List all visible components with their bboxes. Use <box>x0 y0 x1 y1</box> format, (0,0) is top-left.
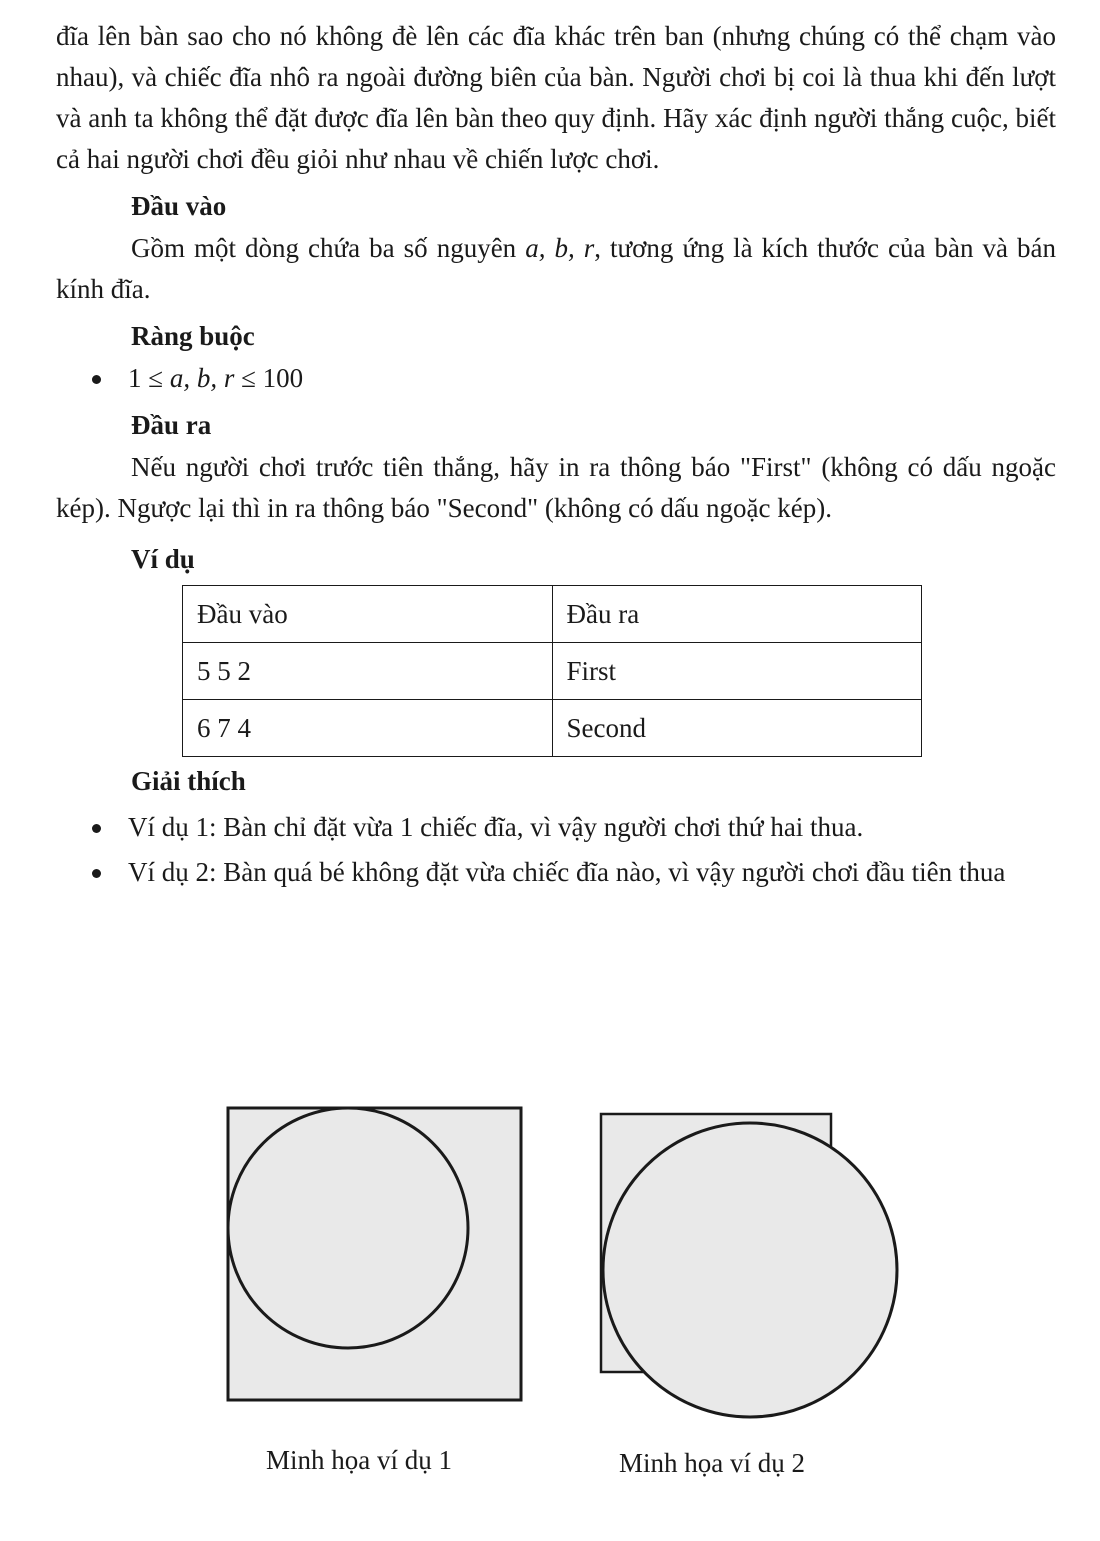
explanation-item <box>56 807 1056 848</box>
table-cell-output: First <box>552 643 922 700</box>
bullet-icon <box>92 375 101 384</box>
document-page <box>56 16 1056 893</box>
figure-caption-2: Minh họa ví dụ 2 <box>619 1448 805 1478</box>
constraint-suffix: ≤ 100 <box>234 363 304 393</box>
illustration-example-1 <box>228 1108 521 1400</box>
table-header-row <box>183 586 922 643</box>
table-square-1 <box>228 1108 521 1400</box>
table-cell-input: 6 7 4 <box>183 700 553 757</box>
table-row <box>183 700 922 757</box>
table-rect-2 <box>601 1114 831 1372</box>
disc-circle-1 <box>228 1108 468 1348</box>
example-heading: Ví dụ <box>131 544 195 574</box>
table-header-input: Đầu vào <box>183 586 553 643</box>
figure-caption-1: Minh họa ví dụ 1 <box>266 1445 452 1475</box>
explanation-text: Ví dụ 1: Bàn chỉ đặt vừa 1 chiếc đĩa, vì vậy người chơi thứ hai thua. <box>128 812 864 842</box>
explanation-text: Ví dụ 2: Bàn quá bé không đặt vừa chiếc đĩa nào, vì vậy người chơi đầu tiên thua <box>128 857 1006 887</box>
table-header-output: Đầu ra <box>552 586 922 643</box>
table-row <box>183 643 922 700</box>
constraint-prefix: 1 ≤ <box>128 363 170 393</box>
output-paragraph: Nếu người chơi trước tiên thắng, hãy in ra thông báo "First" (không có dấu ngoặc kép). Ngược lại thì in ra thông báo "Second" (không có dấu ngoặc kép). <box>56 452 1056 523</box>
constraints-heading: Ràng buộc <box>131 321 255 351</box>
explanation-heading: Giải thích <box>131 766 246 796</box>
input-heading: Đầu vào <box>131 191 227 221</box>
intro-paragraph: đĩa lên bàn sao cho nó không đè lên các đĩa khác trên ban (nhưng chúng có thể chạm vào nhau), và chiếc đĩa nhô ra ngoài đường biên của bàn. Người chơi bị coi là thua khi đến lượt và anh ta không thể đặt được đĩa lên bàn theo quy định. Hãy xác định người thắng cuộc, biết cả hai người chơi đều giỏi như nhau về chiến lược chơi. <box>56 21 1056 174</box>
input-text-after: , tương ứng là kích thước của bàn và bán kính đĩa. <box>56 233 1056 304</box>
example-table <box>182 585 922 757</box>
illustration-example-2 <box>601 1114 897 1417</box>
input-text-before: Gồm một dòng chứa ba số nguyên <box>131 233 526 263</box>
constraint-item <box>56 358 1056 399</box>
table-cell-input: 5 5 2 <box>183 643 553 700</box>
input-paragraph <box>56 228 1056 310</box>
output-heading: Đầu ra <box>131 410 212 440</box>
explanation-item <box>56 852 1056 893</box>
table-cell-output: Second <box>552 700 922 757</box>
disc-circle-2 <box>603 1123 897 1417</box>
bullet-icon <box>92 824 101 833</box>
constraint-vars: a, b, r <box>169 363 235 393</box>
bullet-icon <box>92 869 101 878</box>
input-vars: a, b, r <box>525 233 595 263</box>
